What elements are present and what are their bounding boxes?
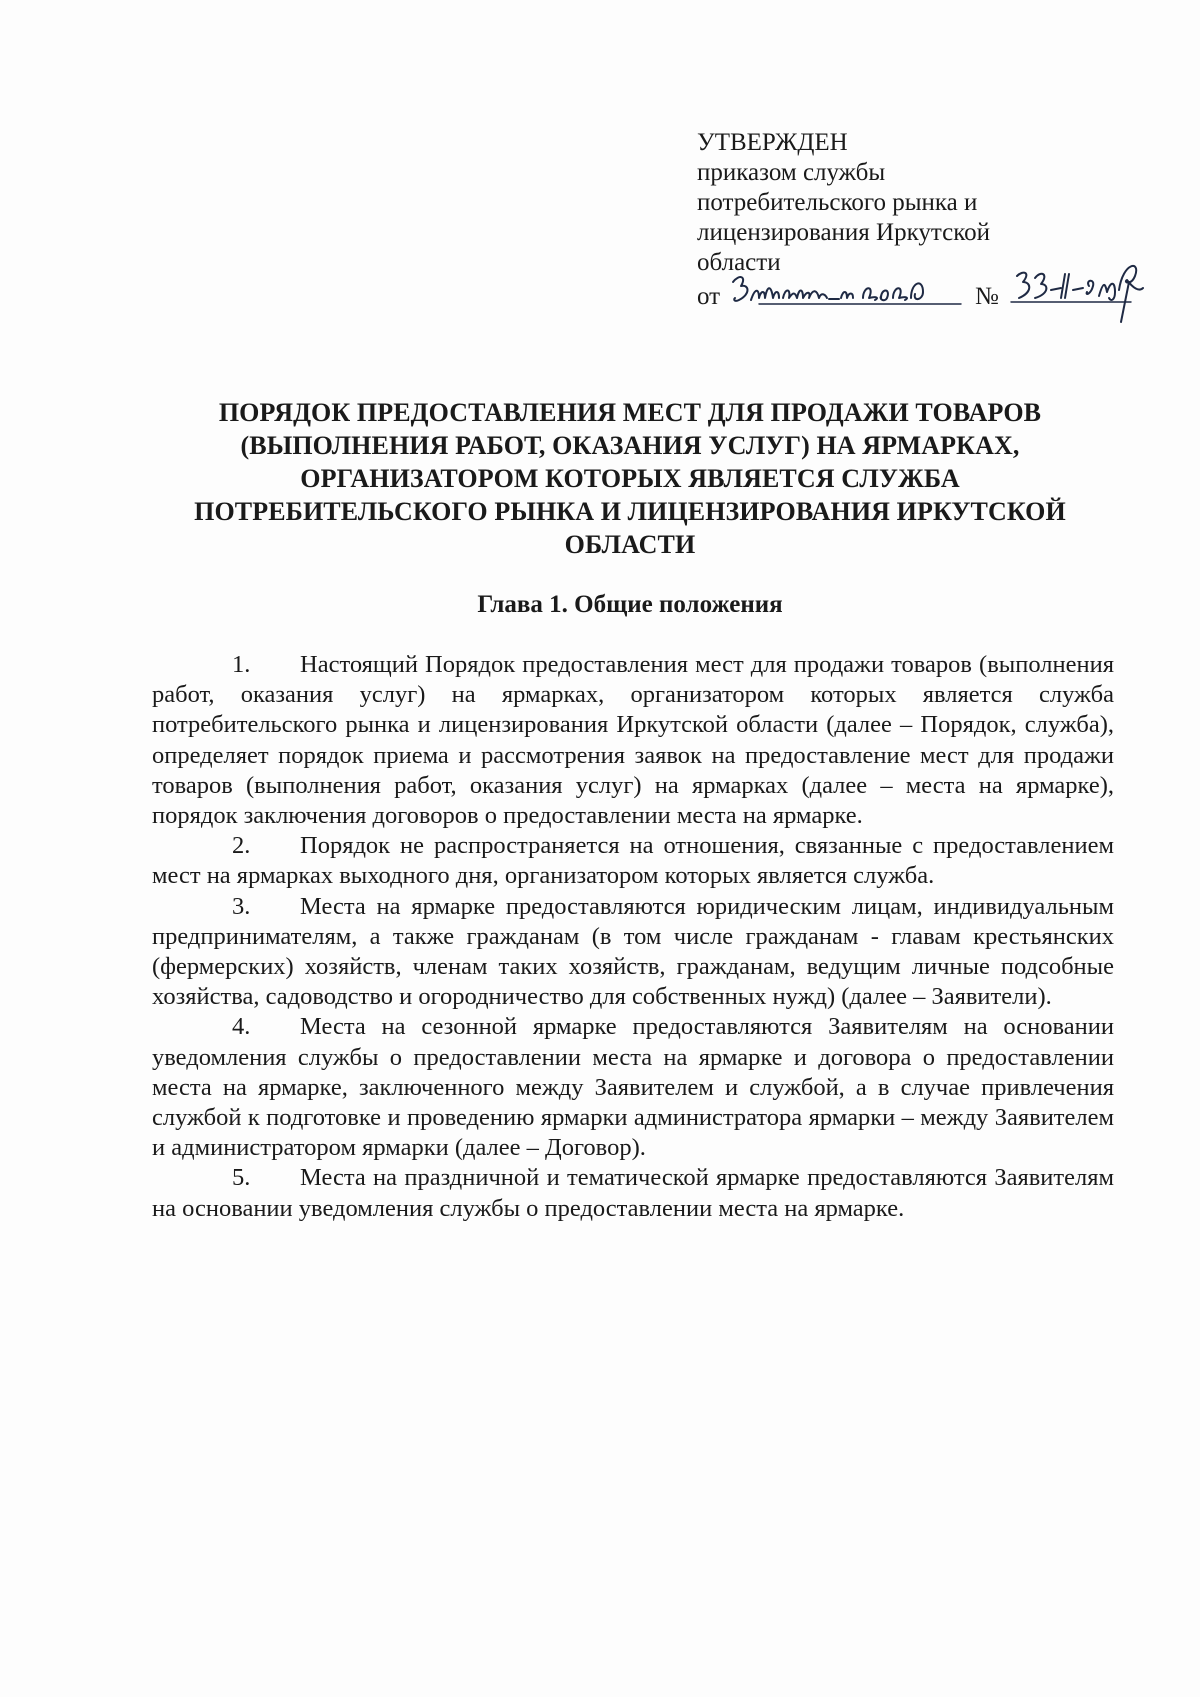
paragraph bbox=[152, 1163, 1114, 1223]
number-prefix: № bbox=[975, 283, 999, 310]
approval-line: приказом службы bbox=[697, 159, 886, 186]
approval-line: лицензирования Иркутской bbox=[697, 219, 990, 246]
paragraph bbox=[152, 831, 1114, 891]
paragraph-number: 3. bbox=[232, 892, 251, 920]
approval-date-number-line bbox=[697, 274, 1127, 314]
title-line: (ВЫПОЛНЕНИЯ РАБОТ, ОКАЗАНИЯ УСЛУГ) НА ЯРМАРКАХ, bbox=[240, 431, 1020, 460]
document-body bbox=[152, 650, 1114, 1224]
approval-block bbox=[697, 128, 1127, 314]
handwritten-number-signature bbox=[1011, 252, 1151, 324]
document-title bbox=[140, 396, 1120, 561]
paragraph-text: Места на праздничной и тематической ярмарке предоставляются Заявителям на основании уведомления службы о предоставлении места на ярмарке. bbox=[152, 1164, 1114, 1222]
paragraph-text: Порядок не распространяется на отношения, связанные с предоставлением мест на ярмарках выходного дня, организатором которых является служба. bbox=[152, 832, 1114, 890]
paragraph-text: Настоящий Порядок предоставления мест для продажи товаров (выполнения работ, оказания услуг) на ярмарках, организатором которых является служба потребительского рынка и лицензирования Иркутской области (далее – Порядок, служба), определяет порядок приема и рассмотрения заявок на предоставление мест для продажи товаров (выполнения работ, оказания услуг) на ярмарках (далее – места на ярмарке), порядок заключения договоров о предоставлении места на ярмарке. bbox=[152, 651, 1114, 830]
paragraph bbox=[152, 650, 1114, 831]
title-line: ПОТРЕБИТЕЛЬСКОГО РЫНКА И ЛИЦЕНЗИРОВАНИЯ ИРКУТСКОЙ bbox=[194, 497, 1066, 526]
date-prefix: от bbox=[697, 283, 721, 310]
approval-line: области bbox=[697, 249, 781, 276]
paragraph-text: Места на сезонной ярмарке предоставляются Заявителям на основании уведомления службы о предоставлении места на ярмарке и договора о предоставлении места на ярмарке, заключенного между Заявителем и службой, а в случае привлечения службой к подготовке и проведению ярмарки администратора ярмарки – между Заявителем и администратором ярмарки (далее – Договор). bbox=[152, 1013, 1114, 1162]
chapter-heading: Глава 1. Общие положения bbox=[477, 591, 783, 618]
paragraph-number: 1. bbox=[232, 651, 251, 678]
paragraph-number: 4. bbox=[232, 1013, 251, 1041]
title-line: ПОРЯДОК ПРЕДОСТАВЛЕНИЯ МЕСТ ДЛЯ ПРОДАЖИ ТОВАРОВ bbox=[218, 398, 1042, 427]
approval-line: потребительского рынка и bbox=[697, 189, 978, 216]
handwritten-date-signature bbox=[729, 270, 969, 314]
paragraph-text: Места на ярмарке предоставляются юридическим лицам, индивидуальным предпринимателям, а также гражданам (в том числе гражданам - главам крестьянских (фермерских) хозяйств, членам таких хозяйств, гражданам, ведущим личные подсобные хозяйства, садоводство и огородничество для собственных нужд) (далее – Заявители). bbox=[152, 892, 1114, 1011]
title-line: ОРГАНИЗАТОРОМ КОТОРЫХ ЯВЛЯЕТСЯ СЛУЖБА bbox=[300, 464, 960, 493]
paragraph-number: 2. bbox=[232, 832, 251, 860]
paragraph bbox=[152, 892, 1114, 1013]
approval-heading: УТВЕРЖДЕН bbox=[697, 129, 848, 156]
paragraph-number: 5. bbox=[232, 1164, 251, 1192]
paragraph bbox=[152, 1012, 1114, 1163]
title-line: ОБЛАСТИ bbox=[564, 530, 696, 559]
